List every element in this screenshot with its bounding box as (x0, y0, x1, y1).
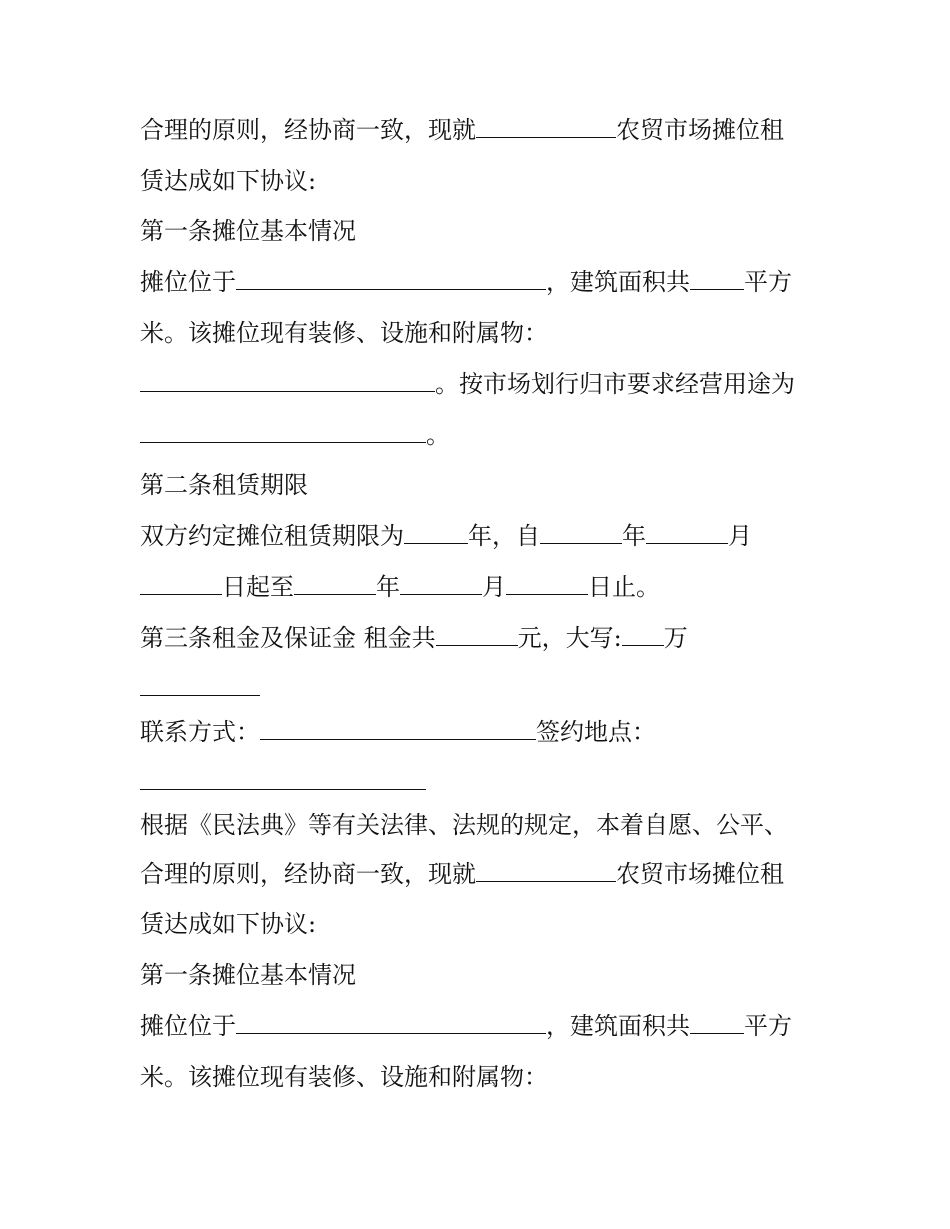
fill-blank (260, 717, 536, 740)
text-segment: 。 (426, 421, 450, 449)
text-segment: 第三条租金及保证金 租金共 (140, 624, 436, 652)
text-segment: 月 (482, 573, 506, 601)
text-segment: 万 (663, 624, 688, 652)
text-segment: 根据《民法典》等有关法律、法规的规定，本着自愿、公平、 (140, 811, 788, 839)
fill-blank (236, 1011, 546, 1034)
fill-blank (140, 673, 260, 696)
text-segment: 月 (728, 522, 752, 550)
text-segment: 。按市场划行归市要求经营用途为 (435, 370, 795, 398)
fill-blank (506, 572, 588, 595)
fill-blank (540, 521, 622, 544)
fill-blank (476, 115, 616, 138)
text-segment: 第二条租赁期限 (140, 471, 308, 499)
fill-blank (622, 623, 664, 646)
fill-blank (646, 521, 728, 544)
text-segment: 米。该摊位现有装修、设施和附属物： (140, 319, 548, 347)
fill-blank (404, 521, 468, 544)
text-line (140, 1010, 792, 1042)
text-segment: 双方约定摊位租赁期限为 (140, 522, 404, 550)
text-segment: ，建筑面积共 (546, 1012, 690, 1040)
text-line (140, 766, 426, 798)
text-segment: ，建筑面积共 (546, 268, 690, 296)
text-line (140, 419, 450, 451)
text-line (140, 1061, 548, 1093)
fill-blank (690, 1011, 744, 1034)
text-segment: 农贸市场摊位租 (616, 116, 784, 144)
text-segment: 联系方式： (140, 718, 260, 746)
text-line (140, 672, 260, 704)
text-segment: 赁达成如下协议: (140, 167, 317, 195)
text-segment: 平方 (744, 1012, 792, 1040)
text-segment: 年，自 (468, 522, 540, 550)
text-line (140, 165, 316, 197)
text-line (140, 809, 788, 841)
text-line (140, 858, 784, 890)
text-segment: 签约地点： (536, 718, 656, 746)
fill-blank (236, 267, 546, 290)
text-line (140, 266, 792, 298)
text-segment: 米。该摊位现有装修、设施和附属物： (140, 1063, 548, 1091)
text-segment: 摊位位于 (140, 268, 236, 296)
fill-blank (476, 859, 616, 882)
fill-blank (140, 420, 426, 443)
text-segment: 日止。 (588, 573, 660, 601)
fill-blank (140, 572, 222, 595)
text-segment: 平方 (744, 268, 792, 296)
text-segment: 赁达成如下协议: (140, 910, 317, 938)
text-segment: 年 (376, 573, 400, 601)
text-line (140, 317, 548, 349)
text-segment: 农贸市场摊位租 (616, 860, 784, 888)
text-segment: 第一条摊位基本情况 (140, 961, 356, 989)
text-segment: 日起至 (222, 573, 294, 601)
fill-blank (436, 623, 518, 646)
section-heading (140, 959, 356, 991)
fill-blank (690, 267, 744, 290)
text-segment: 合理的原则，经协商一致，现就 (140, 860, 476, 888)
text-line (140, 571, 660, 603)
section-heading (140, 469, 308, 501)
section-heading (140, 622, 688, 654)
text-segment: 元，大写: (517, 624, 622, 652)
text-segment: 摊位位于 (140, 1012, 236, 1040)
fill-blank (140, 369, 435, 392)
text-line (140, 114, 784, 146)
text-segment: 年 (622, 522, 646, 550)
text-line (140, 908, 316, 940)
section-heading (140, 215, 356, 247)
text-segment: 第一条摊位基本情况 (140, 217, 356, 245)
fill-blank (400, 572, 482, 595)
text-segment: 合理的原则，经协商一致，现就 (140, 116, 476, 144)
text-line (140, 368, 795, 400)
fill-blank (294, 572, 376, 595)
text-line (140, 520, 752, 552)
text-line (140, 716, 656, 748)
fill-blank (140, 767, 426, 790)
